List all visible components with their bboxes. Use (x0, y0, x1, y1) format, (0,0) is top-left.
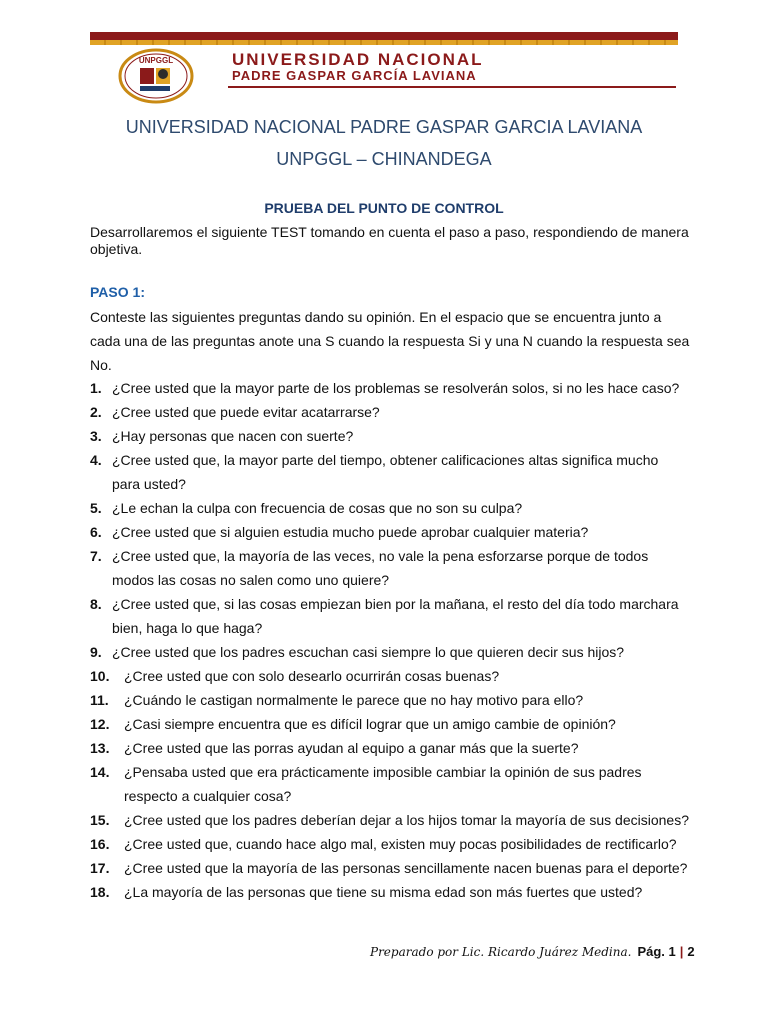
document-title-line1: UNIVERSIDAD NACIONAL PADRE GASPAR GARCIA LAVIANA (125, 117, 643, 137)
prepared-by: Preparado por Lic. Ricardo Juárez Medina. (370, 945, 632, 959)
question-number: 12. (90, 716, 110, 732)
university-subname: PADRE GASPAR GARCÍA LAVIANA (232, 68, 477, 83)
question-number: 10. (90, 668, 110, 684)
question-item (90, 856, 690, 880)
question-item (90, 424, 690, 448)
question-item (90, 712, 690, 736)
question-item (90, 592, 690, 640)
step-label: PASO 1: (90, 284, 145, 300)
question-item (90, 736, 690, 760)
question-number: 9. (90, 644, 102, 660)
header-red-bar (90, 32, 678, 40)
question-text: ¿Casi siempre encuentra que es difícil lograr que un amigo cambie de opinión? (124, 716, 616, 732)
question-number: 3. (90, 428, 102, 444)
question-text: ¿Cuándo le castigan normalmente le parece que no hay motivo para ello? (124, 692, 584, 708)
question-number: 17. (90, 860, 110, 876)
question-number: 7. (90, 548, 102, 564)
question-text: ¿Cree usted que con solo desearlo ocurrirán cosas buenas? (124, 668, 500, 684)
question-number: 1. (90, 380, 102, 396)
question-number: 14. (90, 764, 110, 780)
question-text: ¿Le echan la culpa con frecuencia de cosas que no son su culpa? (112, 500, 523, 516)
question-text: ¿Cree usted que, cuando hace algo mal, existen muy pocas posibilidades de rectificarlo? (124, 836, 677, 852)
question-text: ¿Cree usted que las porras ayudan al equipo a ganar más que la suerte? (124, 740, 579, 756)
question-number: 5. (90, 500, 102, 516)
question-text: ¿La mayoría de las personas que tiene su misma edad son más fuertes que usted? (124, 884, 643, 900)
question-item (90, 808, 690, 832)
question-item (90, 400, 690, 424)
question-number: 6. (90, 524, 102, 540)
question-text: ¿Cree usted que los padres escuchan casi siempre lo que quieren decir sus hijos? (112, 644, 625, 660)
question-number: 11. (90, 692, 109, 708)
question-text: ¿Cree usted que, la mayor parte del tiempo, obtener calificaciones altas significa mucho para usted? (112, 452, 659, 492)
question-number: 8. (90, 596, 102, 612)
question-item (90, 760, 690, 808)
question-number: 16. (90, 836, 110, 852)
question-number: 4. (90, 452, 102, 468)
question-item (90, 688, 690, 712)
question-number: 13. (90, 740, 110, 756)
logo-text: UNPGGL (138, 56, 174, 65)
header-divider (228, 86, 676, 88)
question-item (90, 496, 690, 520)
question-text: ¿Cree usted que la mayoría de las personas sencillamente nacen buenas para el deporte? (124, 860, 688, 876)
question-text: ¿Cree usted que los padres deberían dejar a los hijos tomar la mayoría de sus decisiones? (124, 812, 689, 828)
question-text: ¿Pensaba usted que era prácticamente imposible cambiar la opinión de sus padres respecto a cualquier cosa? (124, 764, 642, 804)
question-item (90, 448, 690, 496)
university-logo-icon (118, 48, 194, 104)
page-label: Pág. 1 (637, 944, 676, 959)
question-text: ¿Hay personas que nacen con suerte? (112, 428, 354, 444)
header-gold-bar (90, 40, 678, 45)
question-item (90, 880, 690, 904)
question-text: ¿Cree usted que la mayor parte de los problemas se resolverán solos, si no les hace caso? (112, 380, 680, 396)
test-title: PRUEBA DEL PUNTO DE CONTROL (264, 200, 504, 216)
step-instruction: Conteste las siguientes preguntas dando su opinión. En el espacio que se encuentra junto a cada una de las preguntas anote una S cuando la respuesta Si y una N cuando la respuesta sea No. (90, 309, 690, 373)
university-name: UNIVERSIDAD NACIONAL (232, 50, 484, 69)
question-item (90, 544, 690, 592)
question-number: 18. (90, 884, 110, 900)
page-footer (370, 944, 695, 959)
question-number: 2. (90, 404, 102, 420)
question-text: ¿Cree usted que si alguien estudia mucho puede aprobar cualquier materia? (112, 524, 589, 540)
question-text: ¿Cree usted que, la mayoría de las veces, no vale la pena esforzarse porque de todos modos las cosas no salen como uno quiere? (112, 548, 649, 588)
question-item (90, 376, 690, 400)
document-title-line2: UNPGGL – CHINANDEGA (276, 149, 492, 169)
question-item (90, 520, 690, 544)
page-separator: | (679, 944, 684, 959)
question-item (90, 832, 690, 856)
intro-paragraph: Desarrollaremos el siguiente TEST tomando en cuenta el paso a paso, respondiendo de manera objetiva. (90, 224, 689, 257)
question-number: 15. (90, 812, 110, 828)
page-total: 2 (687, 944, 695, 959)
question-list (90, 376, 690, 904)
question-item (90, 640, 690, 664)
question-item (90, 664, 690, 688)
question-text: ¿Cree usted que, si las cosas empiezan bien por la mañana, el resto del día todo marchara bien, haga lo que haga? (112, 596, 679, 636)
question-text: ¿Cree usted que puede evitar acatarrarse? (112, 404, 380, 420)
